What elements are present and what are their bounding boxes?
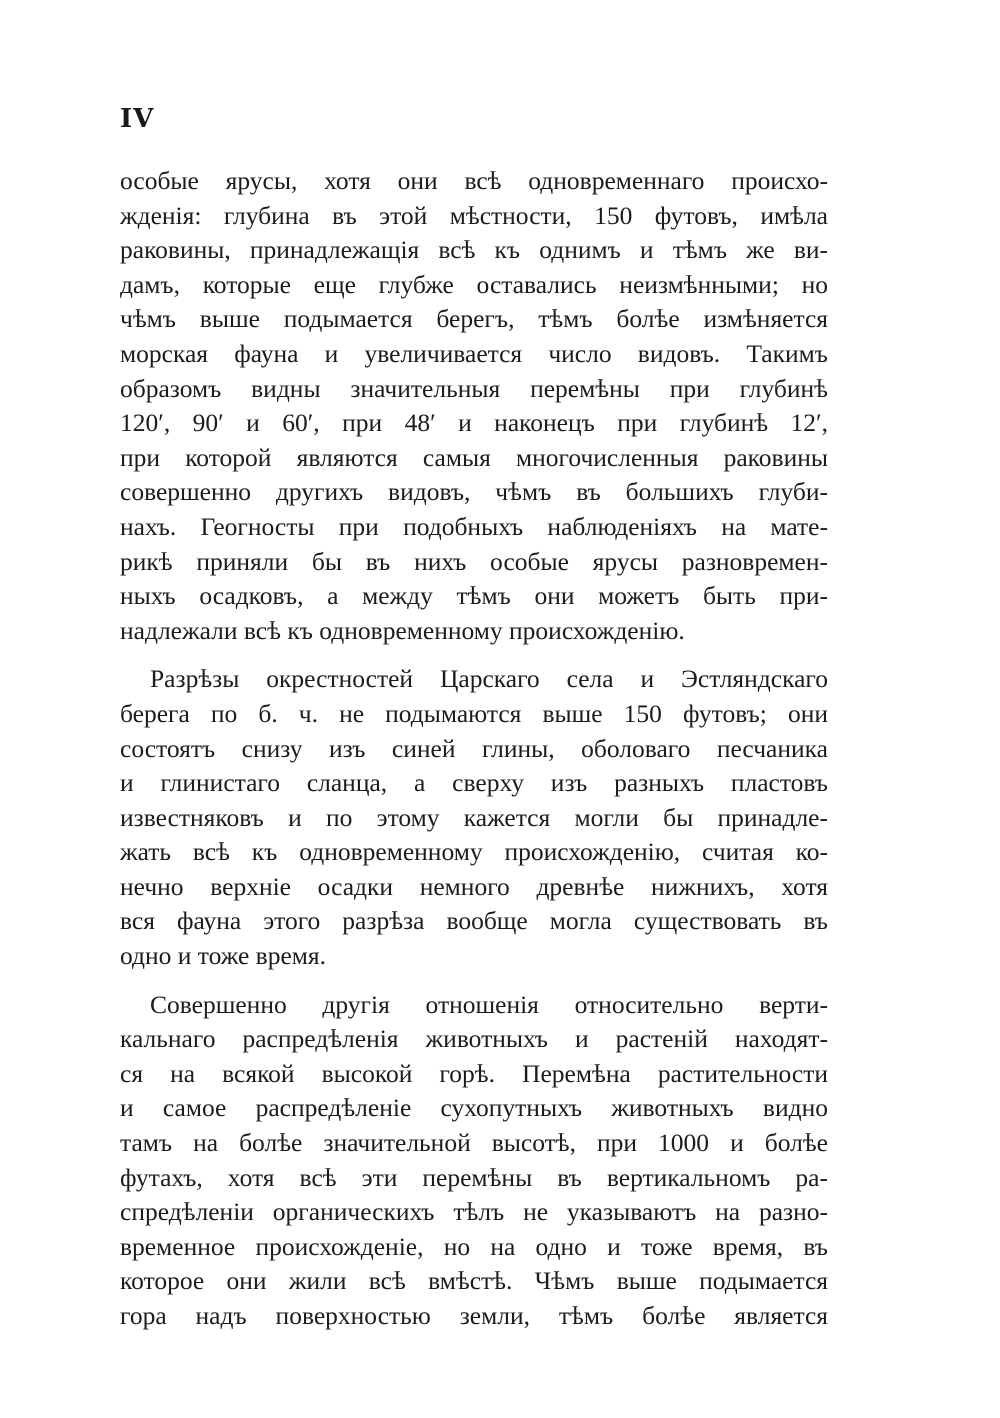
body-text	[120, 164, 828, 1334]
paragraph-1	[120, 164, 828, 648]
text-line: гора надъ поверхностью земли, тѣмъ болѣе является	[120, 1301, 828, 1330]
text-line: совершенно другихъ видовъ, чѣмъ въ большихъ глуби-	[120, 477, 828, 507]
text-line: футахъ, хотя всѣ эти перемѣны въ вертикальномъ ра-	[120, 1162, 828, 1192]
text-line: рикѣ приняли бы въ нихъ особые ярусы разновремен-	[120, 546, 828, 576]
text-line: ныхъ осадковъ, а между тѣмъ они можетъ быть при-	[120, 581, 828, 611]
text-line: известняковъ и по этому кажется могли бы принадле-	[120, 802, 828, 832]
text-line: при которой являются самыя многочисленныя раковины	[120, 442, 828, 472]
page-number: IV	[120, 104, 155, 134]
text-line: вся фауна этого разрѣза вообще могла существовать въ	[120, 906, 828, 936]
text-line: нахъ. Геогносты при подобныхъ наблюденіяхъ на мате-	[120, 511, 828, 541]
text-line: тамъ на болѣе значительной высотѣ, при 1000 и болѣе	[120, 1128, 828, 1158]
text-line: особые ярусы, хотя они всѣ одновременнаго происхо-	[120, 166, 828, 195]
text-line: 120′, 90′ и 60′, при 48′ и наконецъ при глубинѣ 12′,	[120, 408, 828, 438]
text-line: которое они жили всѣ вмѣстѣ. Чѣмъ выше подымается	[120, 1266, 828, 1296]
text-line: и самое распредѣленіе сухопутныхъ животныхъ видно	[120, 1093, 828, 1123]
text-line: и глинистаго сланца, а сверху изъ разныхъ пластовъ	[120, 768, 828, 798]
text-line: дамъ, которые еще глубже оставались неизмѣнными; но	[120, 269, 828, 299]
text-line: жденія: глубина въ этой мѣстности, 150 футовъ, имѣла	[120, 200, 828, 230]
text-line: состоятъ снизу изъ синей глины, оболоваго песчаника	[120, 733, 828, 763]
text-line: надлежали всѣ къ одновременному происхожденію.	[120, 615, 685, 645]
paragraph-2	[120, 662, 828, 973]
text-line: раковины, принадлежащія всѣ къ однимъ и тѣмъ же ви-	[120, 235, 828, 265]
text-line: морская фауна и увеличивается число видовъ. Такимъ	[120, 338, 828, 368]
paragraph-3	[120, 988, 828, 1334]
text-line: Совершенно другія отношенія относительно верти-	[150, 989, 828, 1019]
text-line: нечно верхніе осадки немного древнѣе нижнихъ, хотя	[120, 871, 828, 901]
text-line: кальнаго распредѣленія животныхъ и растеній находят-	[120, 1024, 828, 1054]
text-line: образомъ видны значительныя перемѣны при глубинѣ	[120, 373, 828, 403]
text-line: ся на всякой высокой горѣ. Перемѣна растительности	[120, 1058, 828, 1088]
text-line: Разрѣзы окрестностей Царскаго села и Эстляндскаго	[150, 664, 828, 694]
text-line: жать всѣ къ одновременному происхожденію, считая ко-	[120, 837, 828, 867]
text-line: чѣмъ выше подымается берегъ, тѣмъ болѣе измѣняется	[120, 304, 828, 334]
text-line: спредѣленіи органическихъ тѣлъ не указываютъ на разно-	[120, 1197, 828, 1227]
text-line: одно и тоже время.	[120, 941, 327, 971]
text-line: временное происхожденіе, но на одно и тоже время, въ	[120, 1231, 828, 1261]
text-line: берега по б. ч. не подымаются выше 150 футовъ; они	[120, 698, 828, 728]
